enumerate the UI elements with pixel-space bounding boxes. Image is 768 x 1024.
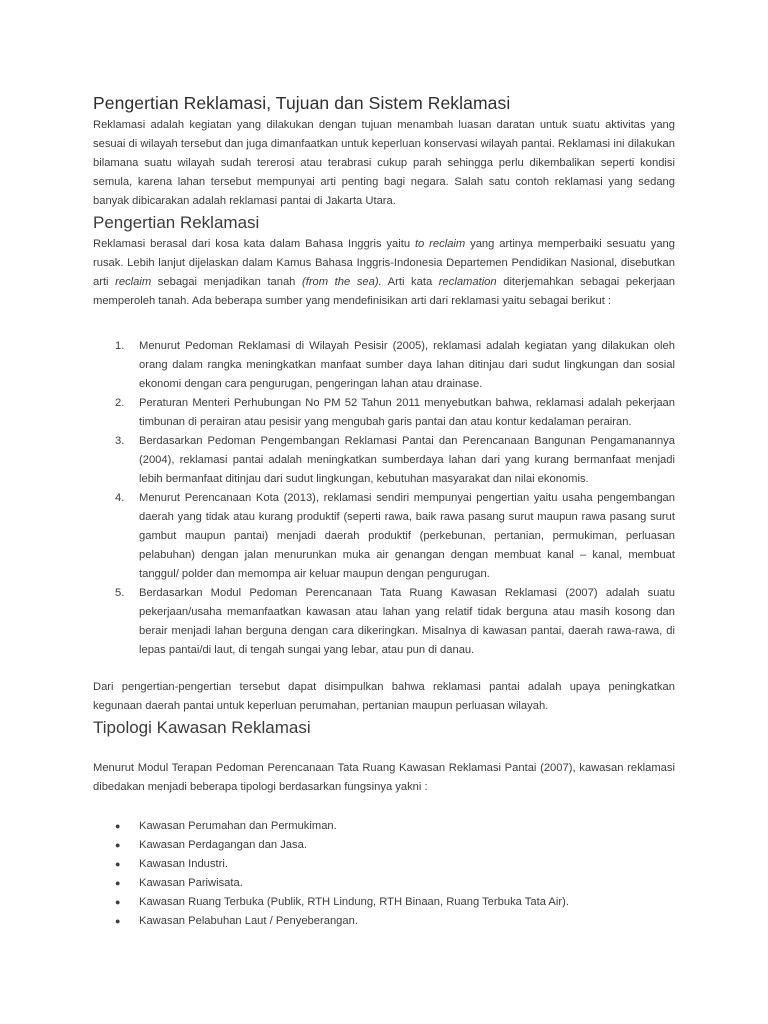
bullet-icon: ● — [115, 840, 121, 850]
list-item — [93, 432, 675, 489]
tipologi-intro-paragraph: Menurut Modul Terapan Pedoman Perencanaan Tata Ruang Kawasan Reklamasi Pantai (2007), kawasan reklamasi dibedakan menjadi beberapa tipologi berdasarkan fungsinya yakni : — [93, 762, 675, 793]
list-item-text: Kawasan Ruang Terbuka (Publik, RTH Lindung, RTH Binaan, Ruang Terbuka Tata Air). — [139, 896, 569, 908]
list-item-text: Menurut Perencanaan Kota (2013), reklamasi sendiri mempunyai pengertian yaitu usaha pengembangan daerah yang tidak atau kurang produktif (seperti rawa, baik rawa pasang surut maupun rawa pasang surut gambut maupun pantai) menjadi daerah produktif (perkebunan, pertanian, permukiman, perluasan pelabuhan) dengan jalan menurunkan muka air genangan dengan membuat kanal – kanal, membuat tanggul/ polder dan memompa air keluar maupun dengan pengurugan. — [139, 492, 675, 580]
list-item-text: Menurut Pedoman Reklamasi di Wilayah Pesisir (2005), reklamasi adalah kegiatan yang dilakukan oleh orang dalam rangka meningkatkan manfaat sumber daya lahan ditinjau dari sudut lingkungan dan sosial ekonomi dengan cara pengurugan, pengeringan lahan atau drainase. — [139, 340, 675, 390]
tipologi-list — [93, 817, 675, 931]
bullet-icon: ● — [115, 897, 121, 907]
list-item — [93, 893, 675, 912]
list-item-number: 2. — [115, 397, 125, 409]
def-term-reclamation: reclamation — [438, 276, 497, 288]
bullet-icon: ● — [115, 916, 121, 926]
list-item-text: Kawasan Pariwisata. — [139, 877, 243, 889]
list-item — [93, 912, 675, 931]
intro-paragraph: Reklamasi adalah kegiatan yang dilakukan dengan tujuan menambah luasan daratan untuk suatu aktivitas yang sesuai di wilayah tersebut dan juga dimanfaatkan untuk keperluan konservasi wilayah pantai. Reklamasi ini dilakukan bilamana suatu wilayah sudah tererosi atau terabrasi cukup parah sehingga perlu dikembalikan seperti kondisi semula, karena lahan tersebut mempunyai arti penting bagi negara. Salah satu contoh reklamasi yang sedang banyak dibicarakan adalah reklamasi pantai di Jakarta Utara. — [93, 119, 675, 207]
list-item — [93, 855, 675, 874]
bullet-icon: ● — [115, 821, 121, 831]
list-item — [93, 874, 675, 893]
def-text-1: Reklamasi berasal dari kosa kata dalam Bahasa Inggris yaitu — [93, 238, 415, 250]
list-item-number: 1. — [115, 340, 125, 352]
definition-list — [93, 337, 675, 660]
list-item-number: 3. — [115, 435, 125, 447]
def-text-3: sebagai menjadikan tanah — [151, 276, 302, 288]
list-item-number: 5. — [115, 587, 125, 599]
list-item-text: Kawasan Perumahan dan Permukiman. — [139, 820, 337, 832]
list-item — [93, 337, 675, 394]
list-item-text: Berdasarkan Modul Pedoman Perencanaan Tata Ruang Kawasan Reklamasi (2007) adalah suatu pekerjaan/usaha memanfaatkan kawasan atau lahan yang relatif tidak berguna atau masih kosong dan berair menjadi lahan berguna dengan cara dikeringkan. Misalnya di kawasan pantai, daerah rawa-rawa, di lepas pantai/di laut, di tengah sungai yang lebar, atau pun di danau. — [139, 587, 675, 656]
def-term-from-the-sea: (from the sea). — [301, 276, 382, 288]
definition-paragraph — [93, 235, 675, 311]
list-item-text: Kawasan Perdagangan dan Jasa. — [139, 839, 307, 851]
bullet-icon: ● — [115, 878, 121, 888]
def-term-to-reclaim: to reclaim — [414, 238, 466, 250]
conclusion-paragraph: Dari pengertian-pengertian tersebut dapat disimpulkan bahwa reklamasi pantai adalah upaya peningkatkan kegunaan daerah pantai untuk keperluan perumahan, pertanian maupun perluasan wilayah. — [93, 681, 675, 712]
list-item — [93, 489, 675, 584]
def-text-2: yang artinya memperbaiki sesuatu yang rusak. Lebih lanjut dijelaskan dalam Kamus Bahasa Inggris-Indonesia Departemen Pendidikan Nasional, disebutkan arti — [93, 238, 675, 288]
list-item-text: Peraturan Menteri Perhubungan No PM 52 Tahun 2011 menyebutkan bahwa, reklamasi adalah pekerjaan timbunan di perairan atau pesisir yang mengubah garis pantai dan atau kontur kedalaman perairan. — [139, 397, 675, 428]
list-item-text: Kawasan Industri. — [139, 858, 228, 870]
page-title: Pengertian Reklamasi, Tujuan dan Sistem Reklamasi — [93, 93, 511, 113]
list-item — [93, 584, 675, 660]
heading-tipologi: Tipologi Kawasan Reklamasi — [93, 718, 311, 737]
def-text-4: Arti kata — [381, 276, 439, 288]
list-item — [93, 394, 675, 432]
list-item-text: Berdasarkan Pedoman Pengembangan Reklamasi Pantai dan Perencanaan Bangunan Pengamanannya (2004), reklamasi pantai adalah meningkatkan sumberdaya lahan dari yang kurang bermanfaat menjadi lebih bermanfaat ditinjau dari sudut lingkungan, kebutuhan masyarakat dan nilai ekonomis. — [139, 435, 675, 485]
heading-pengertian: Pengertian Reklamasi — [93, 213, 260, 232]
list-item — [93, 836, 675, 855]
bullet-icon: ● — [115, 859, 121, 869]
def-text-5: diterjemahkan sebagai pekerjaan memperoleh tanah. Ada beberapa sumber yang mendefinisikan arti dari reklamasi yaitu sebagai berikut : — [93, 276, 675, 307]
list-item — [93, 817, 675, 836]
list-item-number: 4. — [115, 492, 125, 504]
list-item-text: Kawasan Pelabuhan Laut / Penyeberangan. — [139, 915, 358, 927]
def-term-reclaim: reclaim — [115, 276, 152, 288]
